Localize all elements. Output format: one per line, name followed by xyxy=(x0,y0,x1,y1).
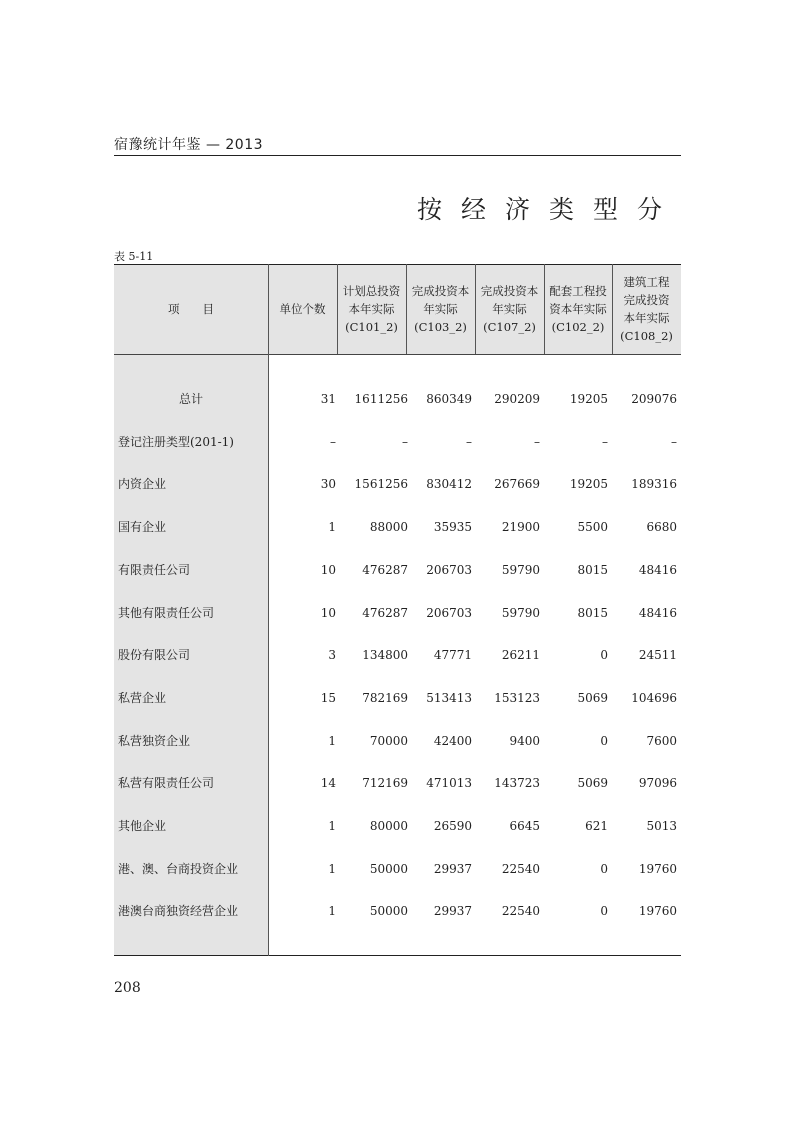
cell-value: 15 xyxy=(320,690,336,705)
row-label: 港澳台商独资经营企业 xyxy=(118,904,239,919)
cell-value: 471013 xyxy=(426,776,472,791)
table-bottom-rule xyxy=(114,955,681,956)
table-row xyxy=(114,731,681,751)
cell-value: 206703 xyxy=(426,605,472,620)
cell-value: – xyxy=(534,434,540,449)
row-label: 私营有限责任公司 xyxy=(118,776,215,791)
cell-value: 712169 xyxy=(362,776,408,791)
cell-value: 31 xyxy=(320,392,336,406)
cell-value: 189316 xyxy=(631,477,677,492)
cell-value: 80000 xyxy=(369,819,408,833)
cell-value: 47771 xyxy=(433,648,472,663)
table-row xyxy=(114,432,681,452)
cell-value: 209076 xyxy=(631,392,677,406)
row-label: 内资企业 xyxy=(118,477,167,492)
cell-value: 22540 xyxy=(501,861,540,876)
cell-value: 476287 xyxy=(362,605,408,620)
cell-value: 29937 xyxy=(433,904,472,919)
cell-value: 50000 xyxy=(369,904,408,919)
cell-value: 29937 xyxy=(433,861,472,876)
cell-value: 24511 xyxy=(638,648,677,663)
table-row xyxy=(114,901,681,921)
cell-value: 10 xyxy=(320,605,336,620)
table-row xyxy=(114,560,681,580)
table-row xyxy=(114,603,681,623)
cell-value: 513413 xyxy=(426,690,472,705)
cell-value: 143723 xyxy=(494,776,540,791)
cell-value: – xyxy=(330,434,336,449)
cell-value: 42400 xyxy=(433,733,472,748)
cell-value: 19760 xyxy=(638,861,677,876)
cell-value: 782169 xyxy=(362,690,408,705)
table-row xyxy=(114,773,681,793)
table-row xyxy=(114,474,681,494)
cell-value: 6680 xyxy=(646,520,677,535)
cell-value: 9400 xyxy=(509,733,540,748)
cell-value: 48416 xyxy=(638,562,677,577)
cell-value: – xyxy=(466,434,472,449)
cell-value: 3 xyxy=(328,648,336,663)
cell-value: 30 xyxy=(320,477,336,492)
cell-value: 206703 xyxy=(426,562,472,577)
cell-value: 1 xyxy=(328,904,336,919)
cell-value: 1 xyxy=(328,733,336,748)
row-label: 其他企业 xyxy=(118,819,167,833)
row-label: 私营独资企业 xyxy=(118,733,191,748)
cell-value: 1561256 xyxy=(354,477,408,492)
table-row xyxy=(114,389,681,409)
cell-value: – xyxy=(402,434,408,449)
row-label: 登记注册类型(201-1) xyxy=(118,434,234,449)
page-number: 208 xyxy=(114,980,141,996)
cell-value: 22540 xyxy=(501,904,540,919)
cell-value: 1 xyxy=(328,520,336,535)
row-label: 港、澳、台商投资企业 xyxy=(118,861,239,876)
row-label: 股份有限公司 xyxy=(118,648,191,663)
table-row xyxy=(114,688,681,708)
table-row xyxy=(114,645,681,665)
column-header: 建筑工程 完成投资 本年实际 (C108_2) xyxy=(620,275,673,343)
cell-value: 830412 xyxy=(426,477,472,492)
cell-value: 5013 xyxy=(646,819,677,833)
cell-value: 860349 xyxy=(426,392,472,406)
cell-value: 97096 xyxy=(638,776,677,791)
cell-value: 88000 xyxy=(369,520,408,535)
column-header: 计划总投资 本年实际 (C101_2) xyxy=(342,284,401,334)
row-label: 其他有限责任公司 xyxy=(118,605,215,620)
column-header: 配套工程投 资本年实际 (C102_2) xyxy=(549,284,607,334)
header-rule xyxy=(114,155,681,156)
cell-value: 59790 xyxy=(501,562,540,577)
cell-value: 21900 xyxy=(501,520,540,535)
cell-value: 50000 xyxy=(369,861,408,876)
column-header: 完成投资本 年实际 (C107_2) xyxy=(480,284,539,334)
table-row xyxy=(114,859,681,879)
cell-value: – xyxy=(671,434,677,449)
cell-value: 19760 xyxy=(638,904,677,919)
section-title: 按经济类型分 xyxy=(416,195,681,224)
cell-value: 0 xyxy=(600,648,608,663)
cell-value: 267669 xyxy=(494,477,540,492)
cell-value: 1 xyxy=(328,861,336,876)
statistics-table xyxy=(114,264,681,956)
table-row xyxy=(114,517,681,537)
cell-value: 70000 xyxy=(369,733,408,748)
cell-value: – xyxy=(602,434,608,449)
cell-value: 8015 xyxy=(577,562,608,577)
row-label: 国有企业 xyxy=(118,520,167,535)
column-header: 完成投资本 年实际 (C103_2) xyxy=(411,284,470,334)
cell-value: 26590 xyxy=(433,819,472,833)
cell-value: 1611256 xyxy=(354,392,408,406)
row-label: 有限责任公司 xyxy=(118,562,191,577)
cell-value: 104696 xyxy=(631,690,677,705)
cell-value: 7600 xyxy=(646,733,677,748)
column-header: 单位个数 xyxy=(279,302,326,316)
cell-value: 48416 xyxy=(638,605,677,620)
cell-value: 6645 xyxy=(509,819,540,833)
cell-value: 10 xyxy=(320,562,336,577)
cell-value: 621 xyxy=(585,819,608,833)
cell-value: 153123 xyxy=(494,690,540,705)
cell-value: 8015 xyxy=(577,605,608,620)
table-header-rule xyxy=(114,354,681,355)
table-row xyxy=(114,816,681,836)
cell-value: 0 xyxy=(600,733,608,748)
cell-value: 5069 xyxy=(577,776,608,791)
cell-value: 35935 xyxy=(433,520,472,535)
cell-value: 19205 xyxy=(569,477,608,492)
cell-value: 0 xyxy=(600,904,608,919)
cell-value: 290209 xyxy=(494,392,540,406)
cell-value: 19205 xyxy=(569,392,608,406)
cell-value: 5069 xyxy=(577,690,608,705)
cell-value: 14 xyxy=(320,776,336,791)
cell-value: 26211 xyxy=(501,648,540,663)
cell-value: 476287 xyxy=(362,562,408,577)
table-label: 表 5-11 xyxy=(114,250,154,263)
cell-value: 1 xyxy=(328,819,336,833)
cell-value: 59790 xyxy=(501,605,540,620)
running-head: 宿豫统计年鉴 — 2013 xyxy=(114,137,264,153)
cell-value: 5500 xyxy=(577,520,608,535)
row-label: 私营企业 xyxy=(118,690,167,705)
cell-value: 0 xyxy=(600,861,608,876)
row-label: 总计 xyxy=(178,392,203,406)
column-header: 项 目 xyxy=(168,302,214,316)
cell-value: 134800 xyxy=(362,648,408,663)
